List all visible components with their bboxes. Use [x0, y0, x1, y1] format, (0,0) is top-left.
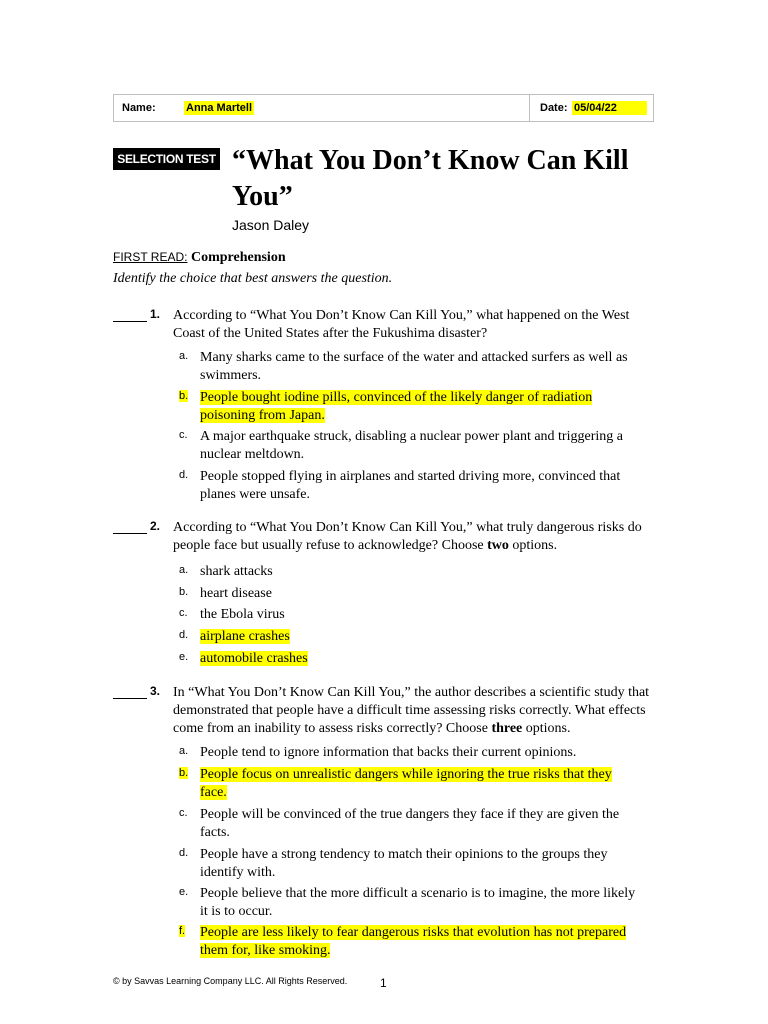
- option-letter: d.: [179, 629, 189, 641]
- date-field[interactable]: 05/04/22: [572, 101, 647, 115]
- option-letter: c.: [179, 607, 188, 619]
- option-text: Many sharks came to the surface of the water and attacked surfers as well as swimmers.: [200, 350, 628, 383]
- answer-blank-2[interactable]: [113, 519, 147, 534]
- option-letter: e.: [179, 651, 189, 663]
- option-text: People stopped flying in airplanes and started driving more, convinced that planes were unsafe.: [200, 469, 621, 502]
- instructions: Identify the choice that best answers the question.: [113, 271, 393, 286]
- comprehension-label: Comprehension: [190, 250, 286, 265]
- header-box: [113, 94, 654, 122]
- option-text: A major earthquake struck, disabling a nuclear power plant and triggering a nuclear meltdown.: [200, 429, 623, 462]
- option-letter: c.: [179, 807, 188, 819]
- option-text: airplane crashes: [200, 629, 290, 644]
- option-letter: a.: [179, 564, 189, 576]
- option-text: shark attacks: [200, 564, 273, 579]
- option-letter: e.: [179, 886, 189, 898]
- option-text: People focus on unrealistic dangers while ignoring the true risks that they face.: [200, 767, 612, 800]
- page-title: “What You Don’t Know Can Kill You”: [232, 145, 629, 212]
- header-divider: [529, 95, 530, 121]
- name-label: Name:: [122, 102, 156, 114]
- option-text: People tend to ignore information that backs their current opinions.: [200, 745, 577, 760]
- question-text: In “What You Don’t Know Can Kill You,” the author describes a scientific study that demonstrated that people have a difficult time assessing risks correctly. What effects come from an inability to assess risks correctly? Choose three options.: [173, 685, 650, 736]
- page-number: 1: [380, 976, 387, 990]
- copyright-notice: © by Savvas Learning Company LLC. All Rights Reserved.: [113, 976, 348, 986]
- option-text: People have a strong tendency to match their opinions to the groups they identify with.: [200, 847, 608, 880]
- option-letter: d.: [179, 847, 189, 859]
- option-letter: a.: [179, 350, 189, 362]
- first-read-label: FIRST READ:: [113, 250, 188, 264]
- option-letter: b.: [179, 586, 189, 598]
- option-text: People are less likely to fear dangerous risks that evolution has not prepared them for, like smoking.: [200, 925, 627, 958]
- option-letter: d.: [179, 469, 189, 481]
- date-label: Date:: [540, 102, 568, 114]
- option-text: the Ebola virus: [200, 607, 285, 622]
- author: Jason Daley: [232, 217, 310, 233]
- option-text: heart disease: [200, 586, 272, 601]
- selection-test-badge: SELECTION TEST: [113, 148, 220, 170]
- name-field[interactable]: Anna Martell: [186, 102, 253, 114]
- section-heading: [113, 250, 286, 266]
- option-letter: b.: [179, 390, 189, 402]
- answer-blank-1[interactable]: [113, 307, 147, 322]
- answer-blank-3[interactable]: [113, 684, 147, 699]
- question-number: 1.: [150, 307, 161, 321]
- option-text: automobile crashes: [200, 651, 308, 666]
- option-text: People believe that the more difficult a scenario is to imagine, the more likely it is to occur.: [200, 886, 636, 919]
- question-number: 3.: [150, 684, 161, 698]
- option-letter: b.: [179, 767, 189, 779]
- question-number: 2.: [150, 519, 161, 533]
- question-text: According to “What You Don’t Know Can Kill You,” what truly dangerous risks do people face but usually refuse to acknowledge? Choose two options.: [173, 520, 642, 553]
- option-text: People bought iodine pills, convinced of the likely danger of radiation poisoning from Japan.: [200, 390, 593, 423]
- question-text: According to “What You Don’t Know Can Kill You,” what happened on the West Coast of the United States after the Fukushima disaster?: [173, 308, 630, 341]
- option-letter: f.: [179, 925, 186, 937]
- option-letter: a.: [179, 745, 189, 757]
- option-letter: c.: [179, 429, 188, 441]
- option-text: People will be convinced of the true dangers they face if they are given the facts.: [200, 807, 620, 840]
